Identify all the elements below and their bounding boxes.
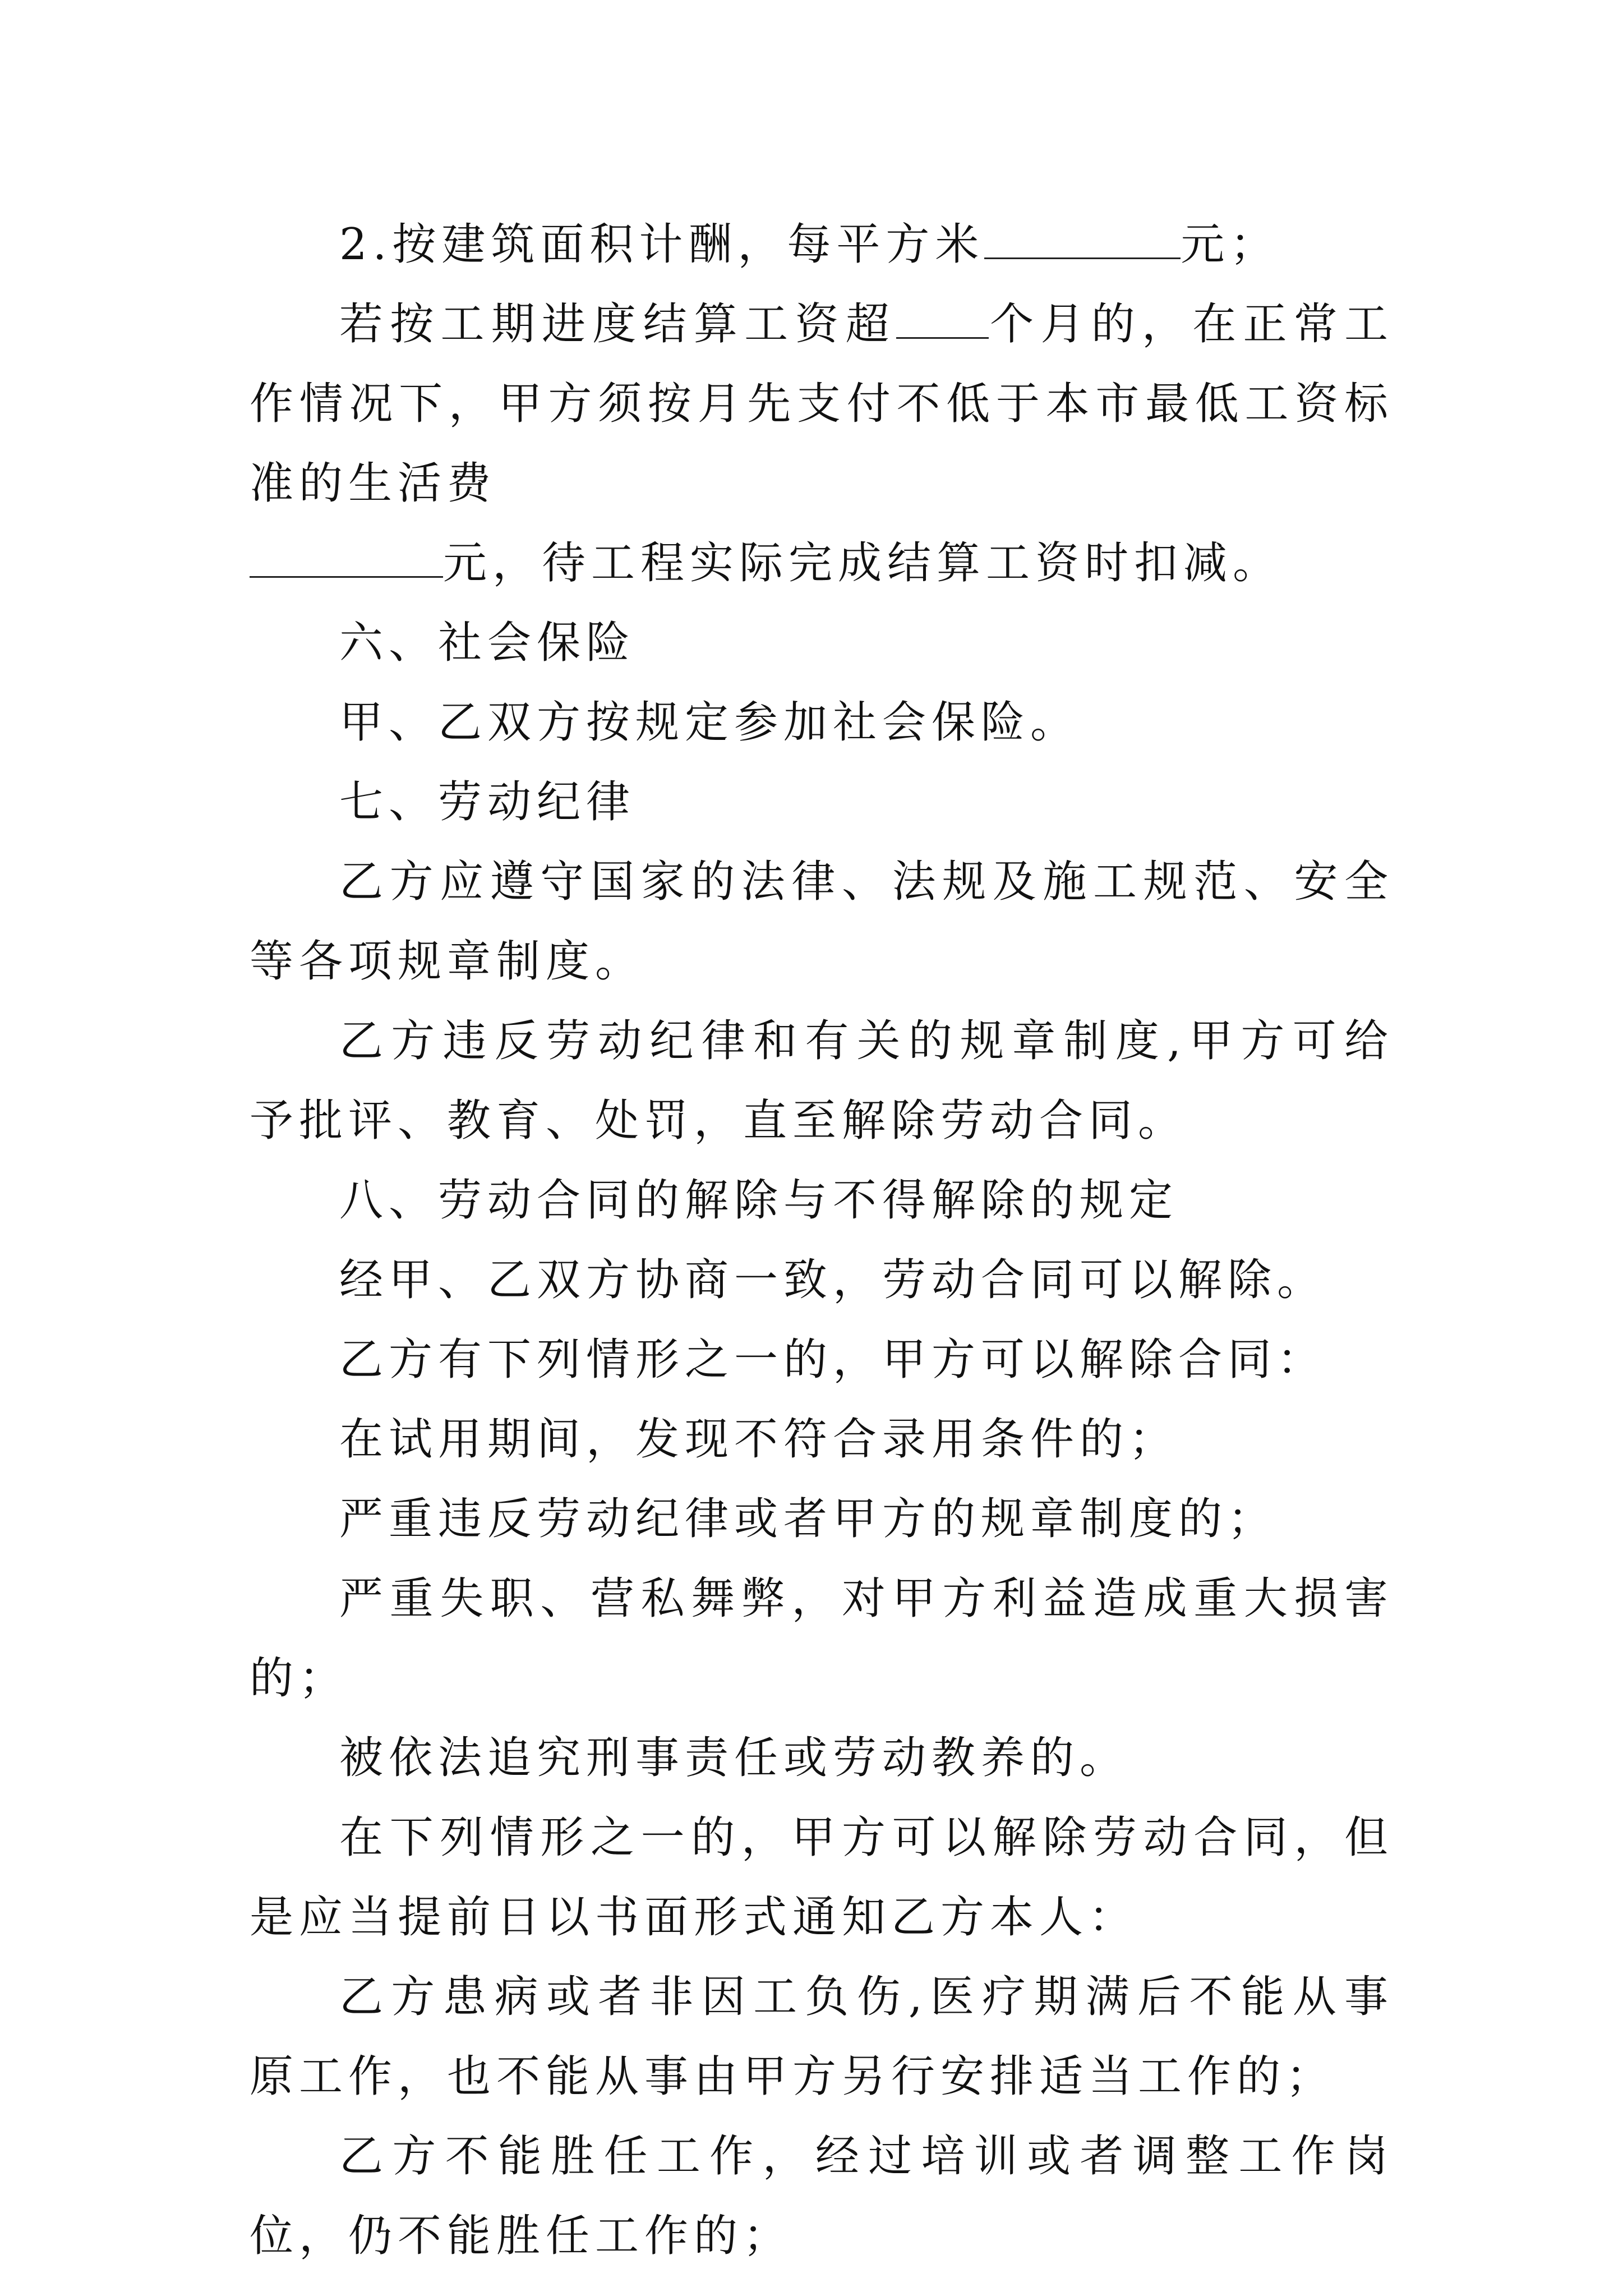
- section-heading-social-insurance: 六、社会保险: [339, 618, 636, 668]
- list-item-probation: 在试用期间，发现不符合录用条件的；: [339, 1414, 1179, 1465]
- paragraph-living-allowance: [250, 523, 1394, 603]
- document-body: [250, 205, 1394, 2276]
- list-item-serious-violation: 严重违反劳动纪律或者甲方的规章制度的；: [339, 1494, 1278, 1544]
- fill-in-blank: [896, 302, 989, 339]
- list-item-criminal: 被依法追究刑事责任或劳动教养的。: [339, 1733, 1129, 1783]
- list-item-incompetence: 乙方不能胜任工作，经过培训或者调整工作岗位，仍不能胜任工作的；: [250, 2131, 1394, 2261]
- fill-in-blank: [984, 223, 1181, 259]
- paragraph-termination-cases: 乙方有下列情形之一的，甲方可以解除合同：: [339, 1335, 1327, 1385]
- paragraph-text: 元；: [1181, 219, 1280, 270]
- paragraph-notice-termination: 在下列情形之一的，甲方可以解除劳动合同，但是应当提前日以书面形式通知乙方本人：: [250, 1812, 1394, 1943]
- list-item-dereliction: 严重失职、营私舞弊，对甲方利益造成重大损害的；: [250, 1573, 1394, 1704]
- list-item-illness: 乙方患病或者非因工负伤,医疗期满后不能从事原工作，也不能从事由甲方另行安排适当工作的；: [250, 1972, 1394, 2102]
- fill-in-blank: [250, 541, 443, 578]
- paragraph-violation: 乙方违反劳动纪律和有关的规章制度,甲方可给予批评、教育、处罚，直至解除劳动合同。: [250, 1016, 1394, 1146]
- section-heading-labor-discipline: 七、劳动纪律: [339, 777, 636, 827]
- paragraph-comply-rules: 乙方应遵守国家的法律、法规及施工规范、安全等各项规章制度。: [250, 857, 1394, 987]
- paragraph-schedule-pay: [250, 284, 1394, 523]
- paragraph-area-pay: [250, 205, 1394, 284]
- paragraph-text: 元，待工程实际完成结算工资时扣减。: [443, 538, 1283, 588]
- paragraph-text: 2.按建筑面积计酬，每平方米: [339, 219, 985, 270]
- paragraph-text: 若按工期进度结算工资超: [339, 299, 896, 349]
- paragraph-social-insurance: 甲、乙双方按规定参加社会保险。: [339, 697, 1080, 748]
- section-heading-termination: 八、劳动合同的解除与不得解除的规定: [339, 1175, 1179, 1226]
- paragraph-text: 个月的，在正常工作情况下，甲方须按月先支付不低于本市最低工资标准的生活费: [250, 299, 1394, 509]
- paragraph-mutual-termination: 经甲、乙双方协商一致，劳动合同可以解除。: [339, 1255, 1327, 1305]
